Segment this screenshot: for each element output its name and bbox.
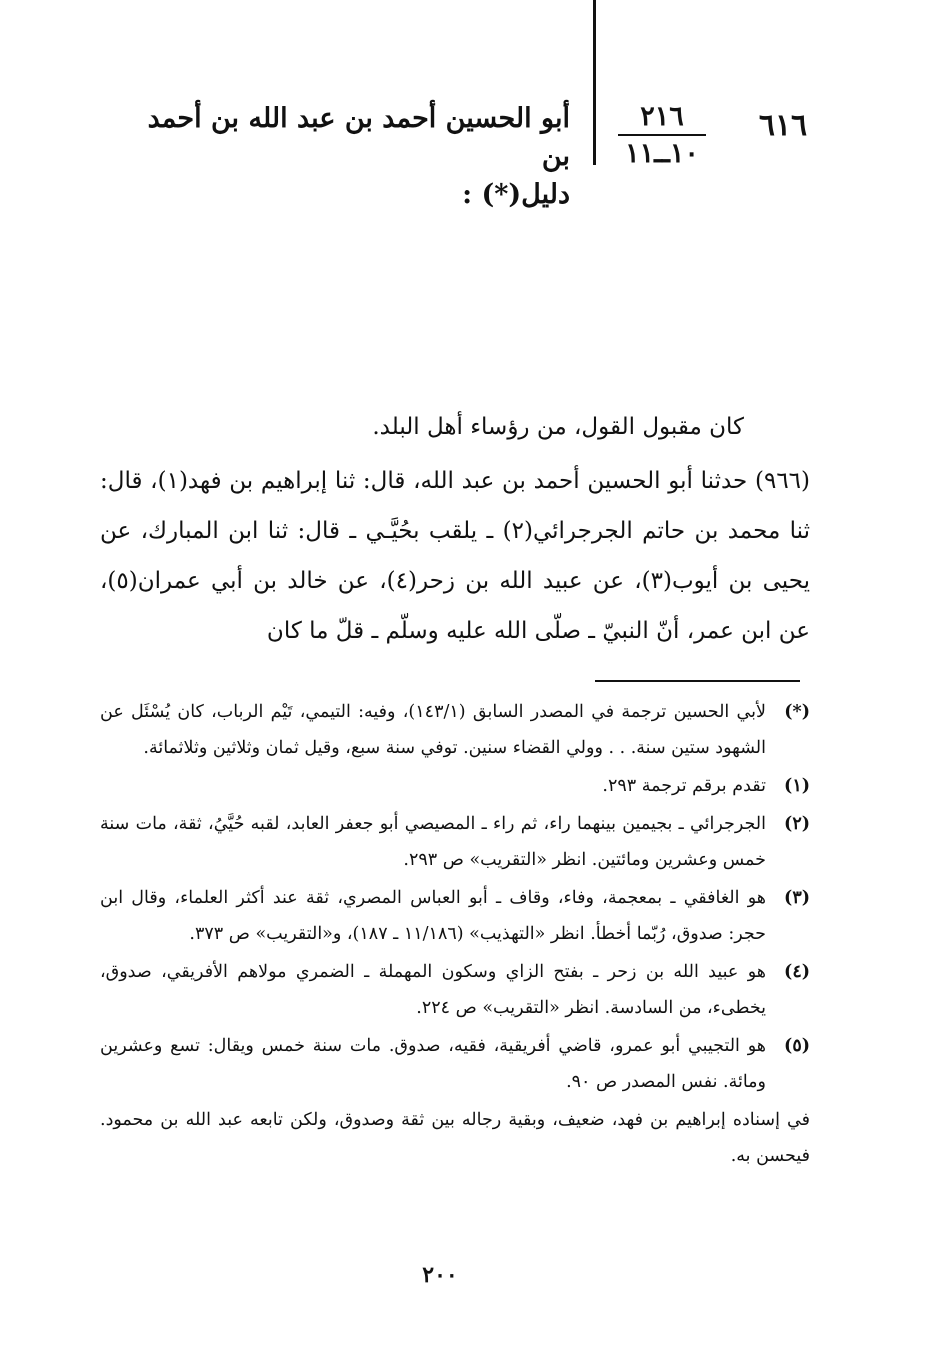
reference-bottom: ١٠ــ١١ — [625, 138, 699, 169]
editor-comment: في إسناده إبراهيم بن فهد، ضعيف، وبقية رجاله بين ثقة وصدوق، ولكن تابعه عبد الله بن محمود. فيحسن به. — [100, 1110, 810, 1166]
footnote-text: هو التجيبي أبو عمرو، قاضي أفريقية، فقيه، صدوق. مات سنة خمس ويقال: تسع وعشرين ومائة. نفس المصدر ص ٩٠. — [100, 1036, 766, 1092]
narrator-title — [120, 100, 570, 214]
footnote-mark: (٥) — [784, 1036, 810, 1056]
footnotes — [100, 694, 810, 1174]
intro-paragraph: كان مقبول القول، من رؤساء أهل البلد. — [372, 414, 744, 440]
reference-fraction — [612, 100, 712, 172]
narrator-title-line1: أبو الحسين أحمد بن عبد الله بن أحمد بن — [147, 103, 570, 172]
reference-top: ٢١٦ — [640, 101, 684, 132]
footnote — [100, 806, 810, 878]
footnote-mark: (*) — [784, 702, 810, 722]
footnote-text: هو الغافقي ـ بمعجمة، وفاء، وقاف ـ أبو العباس المصري، ثقة عند أكثر العلماء، وقال ابن حجر: صدوق، رُبّما أخطأ. انظر «التهذيب» (١١/١٨٦ ـ ١٨٧)، و«التقريب» ص ٣٧٣. — [100, 888, 766, 944]
hadith-paragraph: (٩٦٦) حدثنا أبو الحسين أحمد بن عبد الله، قال: ثنا إبراهيم بن فهد(١)، قال: ثنا محمد بن حاتم الجرجرائي(٢) ـ يلقب بحُيَّـي ـ قال: ثنا ابن المبارك، عن يحيى بن أيوب(٣)، عن عبيد الله بن زحر(٤)، عن خالد بن أبي عمران(٥)، عن ابن عمر، أنّ النبيّ ـ صلّى الله عليه وسلّم ـ قلّ ما كان — [100, 468, 811, 644]
footnote-text: لأبي الحسين ترجمة في المصدر السابق (١٤٣/١)، وفيه: التيمي، تَيْم الرباب، كان يُسْئَل عن الشهود ستين سنة. . . وولي القضاء سنين. توفي سنة سبع، وقيل ثمان وثلاثين وثلاثمائة. — [100, 702, 766, 758]
footnote-mark: (١) — [784, 776, 810, 796]
footnote-text: تقدم برقم ترجمة ٢٩٣. — [602, 776, 766, 796]
footnote — [100, 1028, 810, 1100]
footnote-mark: (٢) — [784, 814, 810, 834]
footnote-separator — [595, 680, 800, 682]
footnote — [100, 954, 810, 1026]
entry-number: ٦١٦ — [758, 108, 808, 143]
header-divider-line — [593, 0, 596, 165]
footnote — [100, 768, 810, 804]
footnote-text: هو عبيد الله بن زحر ـ بفتح الزاي وسكون المهملة ـ الضمري مولاهم الأفريقي، صدوق، يخطىء، من السادسة. انظر «التقريب» ص ٢٢٤. — [100, 962, 766, 1018]
page-number: ٢٠٠ — [422, 1262, 458, 1288]
footnote — [100, 694, 810, 766]
footnote-text: الجرجرائي ـ بجيمين بينهما راء، ثم راء ـ المصيصي أبو جعفر العابد، لقبه حُيَّيُ، ثقة، مات سنة خمس وعشرين ومائتين. انظر «التقريب» ص ٢٩٣. — [100, 814, 766, 870]
footnote — [100, 880, 810, 952]
main-text — [100, 402, 810, 656]
footnote-mark: (٤) — [784, 962, 810, 982]
narrator-title-line2: دليل(*) : — [462, 179, 570, 210]
footnote-mark: (٣) — [784, 888, 810, 908]
